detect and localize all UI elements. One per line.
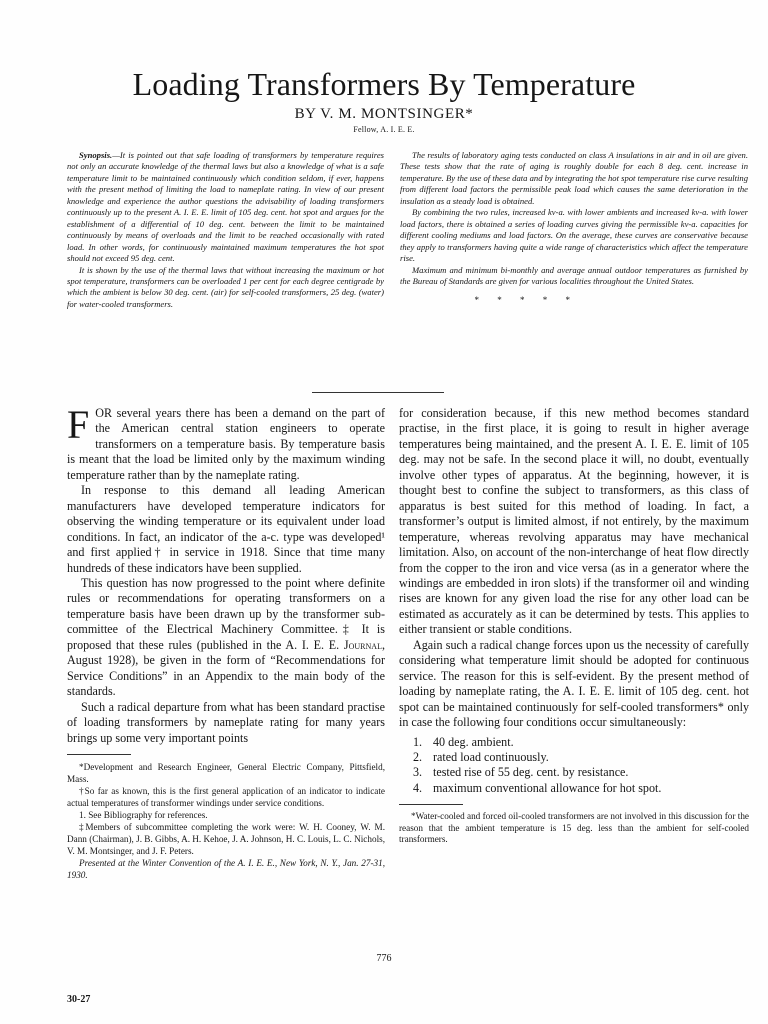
footnote-divider [67,754,131,755]
body-paragraph: In response to this demand all leading American manufacturers have developed temperature indicators for observing the winding temperature or its equivalent under load conditions. In fact, an indicator of the a-c. type was developed¹ and first applied† in service in 1918. Since that time many hundreds of these indicators have been supplied. [67,483,385,575]
list-number: 3. [413,765,423,780]
abstract-paragraph: The results of laboratory aging tests conducted on class A insulations in air and in oil are given. These tests show that the rate of aging is roughly double for each 8 deg. cent. increase in temperature. By the use of these data and by integrating the hot spot temperature rise curve resulting from different load factors the permissible peak load which causes the same deterioration in the insulation as a steady load is obtained. [400,150,748,206]
list-item [399,750,749,765]
list-number: 1. [413,734,423,749]
synopsis-paragraph [67,150,384,265]
drop-cap: F [67,402,90,447]
journal-name: Journal [343,637,382,652]
footnote-presented: Presented at the Winter Convention of the A. I. E. E., New York, N. Y., Jan. 27-31, 1930. [67,857,385,880]
body-text: , August 1928), be given in the form of “Recommendations for Service Conditions” in an Appendix to the main body of the standards. [67,637,385,699]
body-paragraph [67,402,385,483]
body-left-column [67,402,385,881]
footnote: †So far as known, this is the first general application of an indicator to indicate actual temperatures of transformer windings under service conditions. [67,785,385,808]
article-title: Loading Transformers By Temperature [132,66,636,102]
list-number: 2. [413,749,423,764]
list-item [399,765,749,780]
page-code: 30-27 [67,994,91,1005]
author-affiliation: Fellow, A. I. E. E. [353,125,415,134]
list-text: rated load continuously. [433,749,549,764]
conditions-list [399,735,749,797]
footnotes-left [67,761,385,881]
abstract-right-column [400,150,748,307]
body-paragraph: Again such a radical change forces upon us the necessity of carefully considering what temperature limit should be adopted for continuous service. The reason for this is self-evident. By the present method of loading by nameplate rating, the A. I. E. E. limit of 105 deg. cent. hot spot can be maintained continuously for self-cooled transformers* only in case the following four conditions occur simultaneously: [399,637,749,730]
body-text: OR several years there has been a demand on the part of the American central station engineers to operate transformers on a temperature basis. By temperature basis is meant that the load be limited only by the maximum winding temperature rather than by the nameplate rating. [67,406,385,482]
list-item [399,781,749,796]
list-number: 4. [413,780,423,795]
section-divider [312,392,444,393]
body-paragraph [67,576,385,700]
footnote: 1. See Bibliography for references. [79,809,208,820]
list-text: maximum conventional allowance for hot spot. [433,780,662,795]
page-number: 776 [376,953,392,964]
list-text: 40 deg. ambient. [433,734,514,749]
abstract-paragraph: Maximum and minimum bi-monthly and average annual outdoor temperatures as furnished by the Bureau of Standards are given for various localities throughout the United States. [400,264,748,286]
footnote: ‡Members of subcommittee completing the work were: W. H. Cooney, W. M. Dann (Chairman), J. B. Gibbs, A. H. Kehoe, J. A. Johnson, H. C. Louis, L. C. Nichols, V. M. Montsinger, and J. F. Peters. [67,821,385,856]
footnote: *Development and Research Engineer, General Electric Company, Pittsfield, Mass. [67,761,385,784]
body-paragraph: Such a radical departure from what has been standard practise of loading transformers by nameplate rating for many years brings up some very important points [67,699,385,745]
synopsis-label: Synopsis. [79,150,113,160]
list-text: tested rise of 55 deg. cent. by resistance. [433,765,629,780]
footnotes-right [399,811,749,846]
body-text: This question has now progressed to the point where definite rules or recommendations for operating transformers on a temperature basis have been drawn up by the transformer sub-committee of the Electrical Machinery Committee.‡ It is proposed that these rules (published in the A. I. E. E. [67,575,385,652]
abstract-left-column [67,150,384,310]
abstract-paragraph: By combining the two rules, increased kv-a. with lower ambients and increased kv-a. with lower load factors, there is obtained a series of loading curves giving the permissible kv-a. capacities for different cooling mediums and load factors. On the average, these curves are conservative because they apply to transformers having quite a wide range of characteristics which affect the temperature rise. [400,207,748,264]
author-byline: BY V. M. MONTSINGER* [294,106,474,122]
synopsis-text: —It is pointed out that safe loading of transformers by temperature requires not only an accurate knowledge of the thermal laws but also a knowledge of what is a safe temperature limit to be maintained continuously which condition seldom, if ever, happens with the present method of limiting the load to nameplate rating. In view of our present knowledge and experience the author questions the advisability of loading transformers continuously up to the present A. I. E. E. limit of 105 deg. cent. hot spot and argues for the establishment of a differential of 10 deg. cent. between the limit to be maintained continuously by means of overloads and the limit to be reached occasionally with rated load. In other words, for continuously maintained maximum temperatures the hot spot should not exceed 95 deg. cent. [67,150,384,264]
list-item [399,735,749,750]
footnote: *Water-cooled and forced oil-cooled transformers are not involved in this discussion for the reason that the ambient temperature is 15 deg. less than the ambient for self-cooled transformers. [399,811,749,845]
section-stars: * * * * * [474,295,578,306]
body-right-column [399,406,749,846]
abstract-paragraph: It is shown by the use of the thermal laws that without increasing the maximum or hot spot temperature, transformers can be overloaded 1 per cent for each degree centigrade by which the ambient is below 30 deg. cent. (air) for self-cooled transformers, 25 deg. (water) for water-cooled transformers. [67,264,384,309]
body-paragraph: for consideration because, if this new method becomes standard practise, in the first place, it is going to result in higher average temperatures being maintained, and the present A. I. E. E. limit of 105 deg. may not be safe. In the second place it will, no doubt, eventually involve other types of apparatus. At the beginning, however, it is thought best to confine the subject to transformers, as this class of apparatus is best suited for this method of loading. In fact, a transformer’s output is limited almost, if not entirely, by the maximum temperature, whereas revolving apparatus may have mechanical limitation. Also, on account of the non-interchange of heat flow directly from the copper to the iron and vice versa (as in a generator where the windings are embedded in iron slots) if the transformer oil and winding rises are known for any given load the rise for any other load can be estimated as accurately as it can be determined by tests. This applies to either transient or stable conditions. [399,406,749,637]
footnote-divider [399,804,463,805]
